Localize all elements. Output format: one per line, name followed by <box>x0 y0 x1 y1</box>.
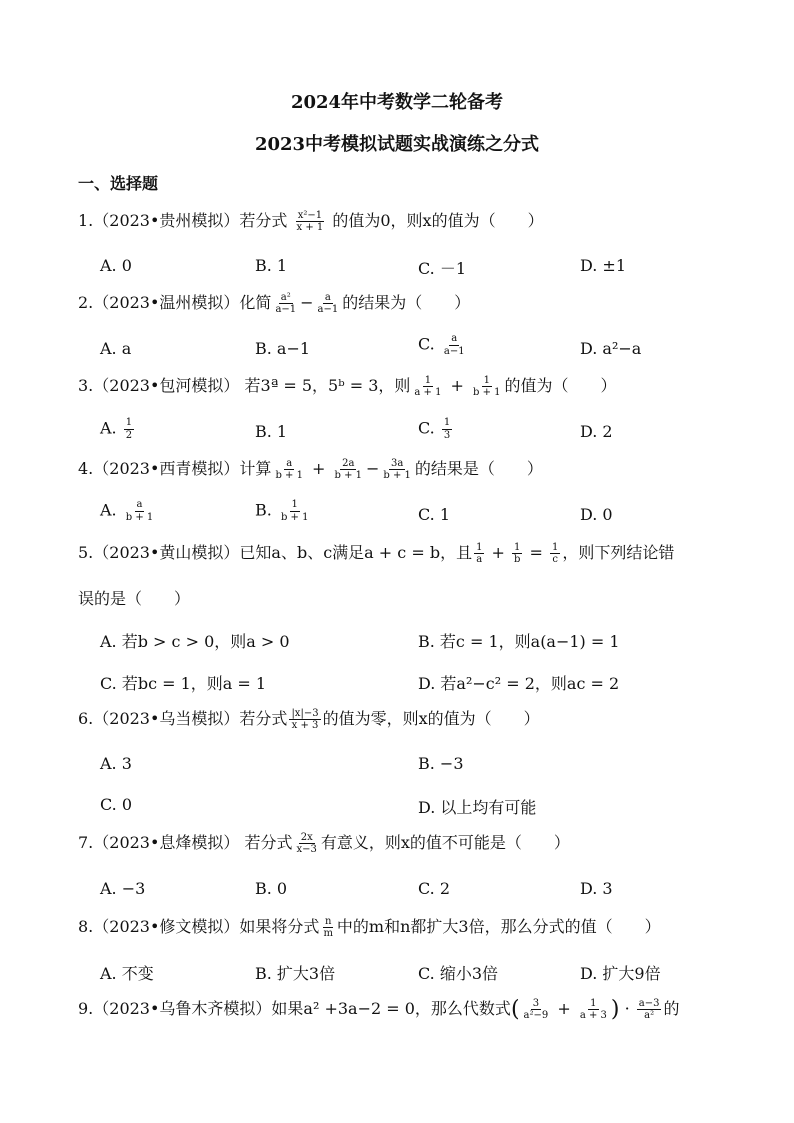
question-3: 3.（2023•包河模拟） 若3ª = 5，5ᵇ = 3，则 $\frac{1}{a + 1}$ + $\frac{1}{b + 1}$ 的值为（ ） <box>78 374 617 398</box>
option-d: D. 若a²−c² = 2，则ac = 2 <box>418 674 620 693</box>
option-b: B. 0 <box>255 879 288 898</box>
fraction: $\frac{n}{m}$ <box>323 915 333 939</box>
fraction: $\frac{3a}{b + 1}$ <box>383 457 411 481</box>
option-a: A. 不变 <box>100 964 154 983</box>
option-c: C. －1 <box>418 259 467 278</box>
question-6: 6.（2023•乌当模拟）若分式 $\frac{|x|-3}{x + 3}$ 的值为零，则x的值为（ ） <box>78 707 540 731</box>
option-d: D. a²−a <box>580 339 642 358</box>
section-heading: 一、选择题 <box>78 174 159 193</box>
fraction: $\frac{1}{a}$ <box>476 541 483 565</box>
question-8: 8.（2023•修文模拟）如果将分式 $\frac{n}{m}$ 中的m和n都扩大3倍，那么分式的值（ ） <box>78 915 661 939</box>
document-subtitle: 2023中考模拟试题实战演练之分式 <box>254 134 540 155</box>
fraction: $\frac{1}{c}$ <box>552 541 559 565</box>
option-b: B. 1 <box>255 256 288 275</box>
question-1 <box>78 208 544 234</box>
fraction: $\frac{1}{a + 3}$ <box>579 997 607 1021</box>
option-d: D. 0 <box>580 505 613 524</box>
option-c: C. 2 <box>418 879 451 898</box>
option-b: B. 1 <box>255 422 288 441</box>
question-7: 7.（2023•息烽模拟） 若分式 $\frac{2x}{x-3}$ 有意义，则x的值不可能是（ ） <box>78 831 570 855</box>
question-2: 2.（2023•温州模拟）化简 $\frac{\text{a²}}{a-1}$ − $\frac{a}{a-1}$ 的结果为（ ） <box>78 291 471 315</box>
option-a: A. $\frac{a}{b + 1}$ <box>100 499 154 523</box>
option-d: D. 3 <box>580 879 613 898</box>
option-d: D. 扩大9倍 <box>580 964 661 983</box>
fraction: $\frac{1}{b}$ <box>514 541 521 565</box>
option-c: C. 缩小3倍 <box>418 964 499 983</box>
option-d: D. 以上均有可能 <box>418 798 537 817</box>
fraction: $\frac{\text{a²}}{a-1}$ <box>275 291 297 315</box>
option-b: B. −3 <box>418 754 464 773</box>
fraction: $\frac{1}{b + 1}$ <box>473 374 501 398</box>
option-c: C. $\frac{a}{a-1}$ <box>418 333 465 357</box>
fraction: $\frac{a-3}{\text{a²}}$ <box>638 997 660 1021</box>
option-b: B. $\frac{1}{b + 1}$ <box>255 499 309 523</box>
option-a: A. a <box>100 339 132 358</box>
question-9: 9.（2023•乌鲁木齐模拟）如果a² +3a−2 = 0，那么代数式( $\frac{3}{\text{a²−9}}$ + $\frac{1}{a + 3}$ ) · $\frac{a-3}{\text{a²}}$ 的 <box>78 997 680 1022</box>
question-4: 4.（2023•西青模拟）计算 $\frac{a}{b + 1}$ + $\frac{2a}{b + 1}$ − $\frac{3a}{b + 1}$ 的结果是（ ） <box>78 457 543 481</box>
option-a: A. 3 <box>100 754 132 773</box>
option-b: B. 扩大3倍 <box>255 964 336 983</box>
option-b: B. a−1 <box>255 339 311 358</box>
option-a: A. $\frac{1}{2}$ <box>100 417 133 441</box>
fraction: $\frac{a}{b + 1}$ <box>275 457 303 481</box>
option-c: C. 若bc = 1，则a = 1 <box>100 674 267 693</box>
option-b: B. 若c = 1，则a(a−1) = 1 <box>418 632 620 651</box>
option-d: D. 2 <box>580 422 613 441</box>
document-title: 2024年中考数学二轮备考 <box>290 92 504 113</box>
option-c: C. $\frac{1}{3}$ <box>418 417 451 441</box>
fraction: $\frac{3}{\text{a²−9}}$ <box>523 997 549 1021</box>
fraction: $\frac{1}{a + 1}$ <box>414 374 442 398</box>
option-a: A. 0 <box>100 256 132 275</box>
question-5: 5.（2023•黄山模拟）已知a、b、c满足a + c = b，且 $\frac{1}{a}$ + $\frac{1}{b}$ = $\frac{1}{c}$ ，则下列结论错 <box>78 541 675 565</box>
option-c: C. 1 <box>418 505 451 524</box>
question-text: 的值为0，则x的值为（ ） <box>332 211 544 230</box>
option-d: D. ±1 <box>580 256 627 275</box>
fraction: $\frac{\text{x²−1}}{x + 1}$ <box>296 209 324 233</box>
question-text: 1.（2023•贵州模拟）若分式 <box>78 211 288 230</box>
fraction: $\frac{a}{a-1}$ <box>317 291 339 315</box>
fraction: $\frac{2x}{x-3}$ <box>296 831 317 855</box>
fraction: $\frac{2a}{b + 1}$ <box>334 457 363 481</box>
option-c: C. 0 <box>100 795 133 814</box>
option-a: A. −3 <box>100 879 146 898</box>
question-5-continuation: 误的是（ ） <box>78 589 191 608</box>
option-a: A. 若b > c > 0，则a > 0 <box>100 632 290 651</box>
fraction: $\frac{|x|-3}{x + 3}$ <box>291 707 319 731</box>
